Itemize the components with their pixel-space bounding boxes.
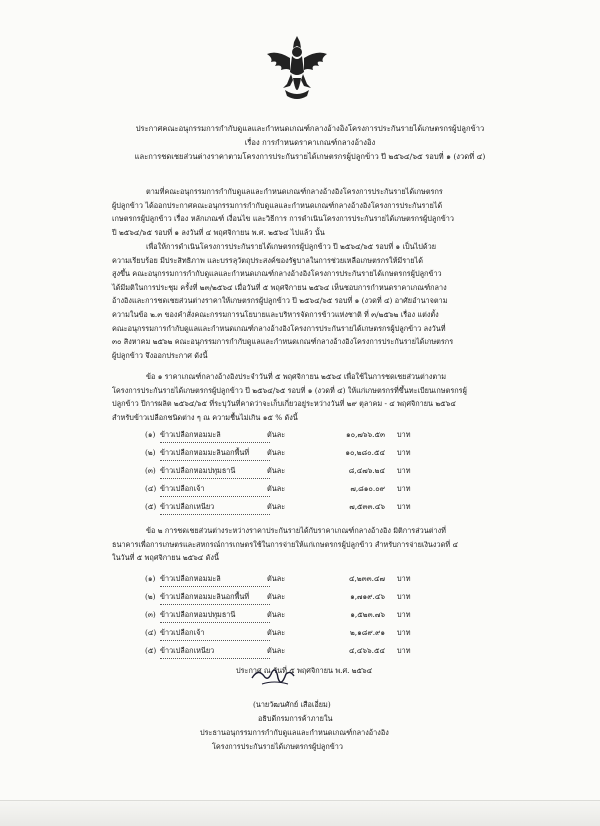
intro-line: ผู้ปลูกข้าว ได้ออกประกาศคณะอนุกรรมการกำกับดูแลและกำหนดเกณฑ์กลางอ้างอิงโครงการประกันรายได้: [112, 200, 443, 210]
rice-type-label: ข้าวเปลือกหอมมะลินอกพื้นที่: [160, 446, 270, 461]
announcement-date: ประกาศ ณ วันที่ ๕ พฤศจิกายน พ.ศ. ๒๕๖๔: [236, 666, 373, 675]
document-page: ประกาศคณะอนุกรรมการกำกับดูแลและกำหนดเกณฑ์กลางอ้างอิงโครงการประกันรายได้เกษตรกรผู้ปลูกข้าว เรื่อง การกำหนดราคาเกณฑ์กลางอ้างอิง และการชดเชยส่วนต่างราคาตามโครงการประกันรายได้เกษตรกรผู้ปลูกข้าว ปี ๒๕๖๔/๖๕ รอบที่ ๑ (งวดที่ ๔) ตามที่คณะอนุกรรมการกำกับดูแลและกำหนดเกณฑ์กลางอ้างอิงโครงการประกันรายได้เกษตรกร ผู้ปลูกข้าว ได้ออกประกาศคณะอนุกรรมการกำกับดูแลและกำหนดเกณฑ์กลางอ้างอิงโครงการประกันรายได้ เกษตรกรผู้ปลูกข้าว เรื่อง หลักเกณฑ์ เงื่อนไข และวิธีการ การดำเนินโครงการประกันรายได้เกษตรกรผู้ปลูกข้าว ปี ๒๕๖๔/๖๕ รอบที่ ๑ ลงวันที่ ๔ พฤศจิกายน พ.ศ. ๒๕๖๔ ไปแล้ว นั้น เพื่อให้การดำเนินโครงการประกันรายได้เกษตรกรผู้ปลูกข้าว ปี ๒๕๖๔/๖๕ รอบที่ ๑ เป็นไปด้วย ความเรียบร้อย มีประสิทธิภาพ และบรรลุวัตถุประสงค์ของรัฐบาลในการช่วยเหลือเกษตรกรให้มีรายได้ สูงขึ้น คณะอนุกรรมการกำกับดูแลและกำหนดเกณฑ์กลางอ้างอิงโครงการประกันรายได้เกษตรกรผู้ปลูกข้าว ได้มีมติในการประชุม ครั้งที่ ๒๓/๒๕๖๔ เมื่อวันที่ ๕ พฤศจิกายน ๒๕๖๔ เห็นชอบการกำหนดราคาเกณฑ์กลาง อ้างอิงและการชดเชยส่วนต่างราคาให้เกษตรกรผู้ปลูกข้าว ปี ๒๕๖๔/๖๕ รอบที่ ๑ (งวดที่ ๔) อาศัยอำนาจตาม ความในข้อ ๒.๓ ของคำสั่งคณะกรรมการนโยบายและบริหารจัดการข้าวแห่งชาติ ที่ ๓/๒๕๖๒ เรื่อง แต่งตั้ง คณะอนุกรรมการกำกับดูแลและกำหนดเกณฑ์กลางอ้างอิงโครงการประกันรายได้เกษตรกรผู้ปลูกข้าว ลงวันที่ ๓๐ สิงหาคม ๒๕๖๒ คณะอนุกรรมการกำกับดูแลและกำหนดเกณฑ์กลางอ้างอิงโครงการประกันรายได้เกษตรกร ผู้ปลูกข้าว จึงออกประกาศ ดังนี้ ข้อ ๑ ราคาเกณฑ์กลางอ้างอิงประจำวันที่ ๕ พฤศจิกายน ๒๕๖๔ เพื่อใช้ในการชดเชยส่วนต่างตาม โครงการประกันรายได้เกษตรกรผู้ปลูกข้าว ปี ๒๕๖๔/๖๕ รอบที่ ๑ (งวดที่ ๔) ให้แก่เกษตรกรที่ขึ้นทะเบียนเกษตรกรผู้ ปลูกข้าว ปีการผลิต ๒๕๖๔/๖๕ ที่ระบุวันที่คาดว่าจะเก็บเกี่ยวอยู่ระหว่างวันที่ ๒๙ ตุลาคม - ๔ พฤศจิกายน ๒๕๖๔ สำหรับข้าวเปลือกชนิดต่าง ๆ ณ ความชื้นไม่เกิน ๑๕ % ดังนี้ (๑) ข้าวเปลือกหอมมะลิ ตันละ ๑๐,๗๖๖.๕๓ บาท (๒) ข้าวเปลือกหอมมะลินอกพื้นที่ ตันละ ๑๐,๒๘๐.๕๔ บาท (๓) ข้าวเปลือกหอมปทุมธานี ตันละ ๘,๔๗๖.๒๔ บาท (๔) ข้าวเปลือกเจ้า ตันละ ๗,๘๑๐.๐๙ บาท (๕) ข้าวเปลือกเหนียว ตันละ ๗,๕๓๓.๔๖ บาท ข้อ ๒ การชดเชยส่วนต่างระหว่างราคาประกันรายได้กับราคาเกณฑ์กลางอ้างอิง มิติการส่วนต่างที่ ธนาคารเพื่อการเกษตรและสหกรณ์การเกษตรใช้ในการจ่ายให้แก่เกษตรกรผู้ปลูกข้าว สำหรับการจ่ายเงินงวดที่ ๔ ในวันที่ ๕ พฤศจิกายน ๒๕๖๔ ดังนี้ (๑) ข้าวเปลือกหอมมะลิ ตันละ ๔,๒๓๓.๔๗ บาท (๒) ข้าวเปลือกหอมมะลินอกพื้นที่ ตันละ ๑,๗๑๙.๔๖ บาท (๓) ข้าวเปลือกหอมปทุมธานี ตันละ ๑,๕๒๓.๗๖ บาท (๔) ข้าวเปลือกเจ้า ตันละ ๒,๑๘๙.๙๑ บาท (๕) ข้าวเปลือกเหนียว ตันละ ๔,๔๖๖.๕๔ บาท ประกาศ ณ วันที่ ๕ พฤศจิกายน พ.ศ. ๒๕๖๔ (นายวัฒนศักย์ เสือเอี่ยม) อธิบดีกรมการค้าภายใน ประธานอนุกรรมการกำกับดูแลและกำหนดเกณฑ์กลางอ้างอิง โครงการประกันรายได้เกษตรกรผู้ปลูกข้าว: [0, 0, 600, 825]
rice-type-label: ข้าวเปลือกหอมปทุมธานี: [160, 464, 270, 479]
compensation-value: ๑,๕๒๓.๗๖: [350, 610, 385, 619]
reason-line: คณะอนุกรรมการกำกับดูแลและกำหนดเกณฑ์กลางอ้างอิงโครงการประกันรายได้เกษตรกรผู้ปลูกข้าว ลงวันที่: [112, 323, 446, 333]
clause-1-line: ข้อ ๑ ราคาเกณฑ์กลางอ้างอิงประจำวันที่ ๕ พฤศจิกายน ๒๕๖๔ เพื่อใช้ในการชดเชยส่วนต่างตาม: [146, 372, 447, 381]
clause-2-line: ข้อ ๒ การชดเชยส่วนต่างระหว่างราคาประกันรายได้กับราคาเกณฑ์กลางอ้างอิง มิติการส่วนต่างที่: [146, 526, 446, 535]
rice-type-label: ข้าวเปลือกเจ้า: [160, 482, 270, 497]
reason-line: ๓๐ สิงหาคม ๒๕๖๒ คณะอนุกรรมการกำกับดูแลและกำหนดเกณฑ์กลางอ้างอิงโครงการประกันรายได้เกษตรกร: [112, 337, 454, 347]
reason-line: ความเรียบร้อย มีประสิทธิภาพ และบรรลุวัตถุประสงค์ของรัฐบาลในการช่วยเหลือเกษตรกรให้มีรายได้: [112, 255, 423, 265]
clause-2-line: ในวันที่ ๕ พฤศจิกายน ๒๕๖๔ ดังนี้: [112, 553, 219, 563]
garuda-emblem-icon: [263, 32, 331, 106]
compensation-value: ๔,๒๓๓.๔๗: [349, 574, 385, 583]
reason-line: สูงขึ้น คณะอนุกรรมการกำกับดูแลและกำหนดเกณฑ์กลางอ้างอิงโครงการประกันรายได้เกษตรกรผู้ปลูกข้าว: [112, 269, 442, 279]
price-value: ๗,๘๑๐.๐๙: [350, 484, 385, 493]
intro-line: ปี ๒๕๖๔/๖๕ รอบที่ ๑ ลงวันที่ ๔ พฤศจิกายน พ.ศ. ๒๕๖๔ ไปแล้ว นั้น: [112, 227, 325, 237]
reason-line: ความในข้อ ๒.๓ ของคำสั่งคณะกรรมการนโยบายและบริหารจัดการข้าวแห่งชาติ ที่ ๓/๒๕๖๒ เรื่อง แต่งตั้ง: [112, 309, 439, 319]
reason-line: เพื่อให้การดำเนินโครงการประกันรายได้เกษตรกรผู้ปลูกข้าว ปี ๒๕๖๔/๖๕ รอบที่ ๑ เป็นไปด้วย: [146, 242, 437, 251]
price-value: ๗,๕๓๓.๔๖: [349, 502, 385, 511]
clause-2-paragraph: [112, 524, 502, 565]
clause-1-line: โครงการประกันรายได้เกษตรกรผู้ปลูกข้าว ปี ๒๕๖๔/๖๕ รอบที่ ๑ (งวดที่ ๔) ให้แก่เกษตรกรที่ขึ้นทะเบียนเกษตรกรผู้: [112, 385, 467, 395]
header-subject-continued: และการชดเชยส่วนต่างราคาตามโครงการประกันรายได้เกษตรกรผู้ปลูกข้าว ปี ๒๕๖๔/๖๕ รอบที่ ๑ (งวดที่ ๔): [134, 152, 486, 161]
rice-type-label: ข้าวเปลือกเจ้า: [160, 626, 270, 641]
intro-line: เกษตรกรผู้ปลูกข้าว เรื่อง หลักเกณฑ์ เงื่อนไข และวิธีการ การดำเนินโครงการประกันรายได้เกษตรกรผู้ปลูกข้าว: [112, 214, 454, 224]
intro-line: ตามที่คณะอนุกรรมการกำกับดูแลและกำหนดเกณฑ์กลางอ้างอิงโครงการประกันรายได้เกษตรกร: [146, 187, 443, 196]
reason-line: ผู้ปลูกข้าว จึงออกประกาศ ดังนี้: [112, 350, 208, 360]
signer-position: อธิบดีกรมการค้าภายใน: [258, 714, 333, 723]
clause-2-line: ธนาคารเพื่อการเกษตรและสหกรณ์การเกษตรใช้ในการจ่ายให้แก่เกษตรกรผู้ปลูกข้าว สำหรับการจ่ายเงินงวดที่ ๔: [112, 539, 458, 549]
rice-type-label: ข้าวเปลือกเหนียว: [160, 644, 270, 659]
rice-type-label: ข้าวเปลือกหอมมะลิ: [160, 428, 270, 443]
rice-type-label: ข้าวเปลือกหอมมะลินอกพื้นที่: [160, 590, 270, 605]
header-title-line: ประกาศคณะอนุกรรมการกำกับดูแลและกำหนดเกณฑ์กลางอ้างอิงโครงการประกันรายได้เกษตรกรผู้ปลูกข้าว: [135, 124, 485, 133]
handwritten-signature-icon: [248, 664, 298, 692]
intro-paragraph: [112, 185, 502, 239]
rice-type-label: ข้าวเปลือกหอมปทุมธานี: [160, 608, 270, 623]
clause-1-paragraph: [112, 370, 502, 424]
price-value: ๑๐,๗๖๖.๕๓: [346, 430, 385, 439]
header-subject-line: เรื่อง การกำหนดราคาเกณฑ์กลางอ้างอิง: [244, 138, 376, 147]
compensation-value: ๒,๑๘๙.๙๑: [349, 628, 385, 637]
signer-role-project: โครงการประกันรายได้เกษตรกรผู้ปลูกข้าว: [212, 742, 343, 751]
signer-name: (นายวัฒนศักย์ เสือเอี่ยม): [253, 700, 331, 709]
clause-1-line: ปลูกข้าว ปีการผลิต ๒๕๖๔/๖๕ ที่ระบุวันที่คาดว่าจะเก็บเกี่ยวอยู่ระหว่างวันที่ ๒๙ ตุลาคม - ๔ พฤศจิกายน ๒๕๖๔: [112, 399, 456, 409]
rice-type-label: ข้าวเปลือกหอมมะลิ: [160, 572, 270, 587]
compensation-value: ๑,๗๑๙.๔๖: [350, 592, 385, 601]
reason-line: อ้างอิงและการชดเชยส่วนต่างราคาให้เกษตรกรผู้ปลูกข้าว ปี ๒๕๖๔/๖๕ รอบที่ ๑ (งวดที่ ๔) อาศัยอำนาจตาม: [112, 296, 448, 306]
price-value: ๑๐,๒๘๐.๕๔: [345, 448, 385, 457]
compensation-value: ๔,๔๖๖.๕๔: [349, 646, 385, 655]
clause-1-line: สำหรับข้าวเปลือกชนิดต่าง ๆ ณ ความชื้นไม่เกิน ๑๕ % ดังนี้: [112, 412, 298, 422]
reason-line: ได้มีมติในการประชุม ครั้งที่ ๒๓/๒๕๖๔ เมื่อวันที่ ๕ พฤศจิกายน ๒๕๖๔ เห็นชอบการกำหนดราคาเกณฑ์กลาง: [112, 282, 447, 292]
page-bottom-edge: [0, 800, 600, 826]
signer-role: ประธานอนุกรรมการกำกับดูแลและกำหนดเกณฑ์กลางอ้างอิง: [200, 728, 389, 737]
rice-type-label: ข้าวเปลือกเหนียว: [160, 500, 270, 515]
reason-paragraph: [112, 240, 502, 362]
price-value: ๘,๔๗๖.๒๔: [348, 466, 385, 475]
